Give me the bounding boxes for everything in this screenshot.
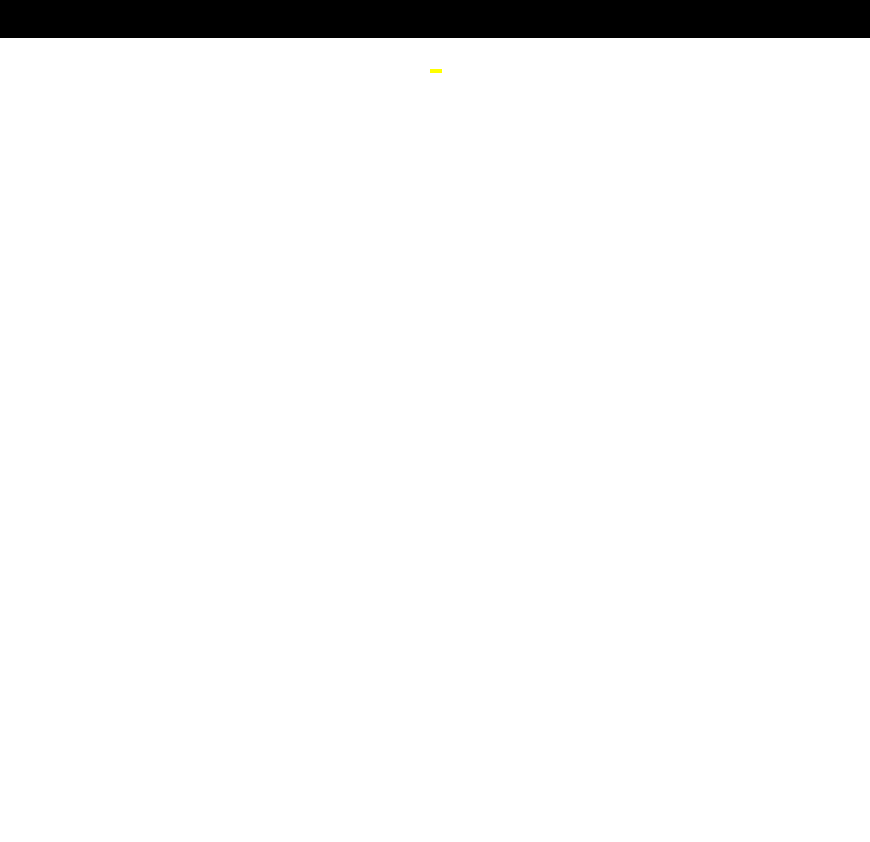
document-page: [0, 38, 870, 162]
page-title-highlighted: [430, 69, 442, 73]
watermark-text: [87, 81, 774, 679]
title-row: [131, 60, 740, 78]
topic-heading: [131, 94, 740, 116]
top-black-bar: [0, 0, 870, 38]
